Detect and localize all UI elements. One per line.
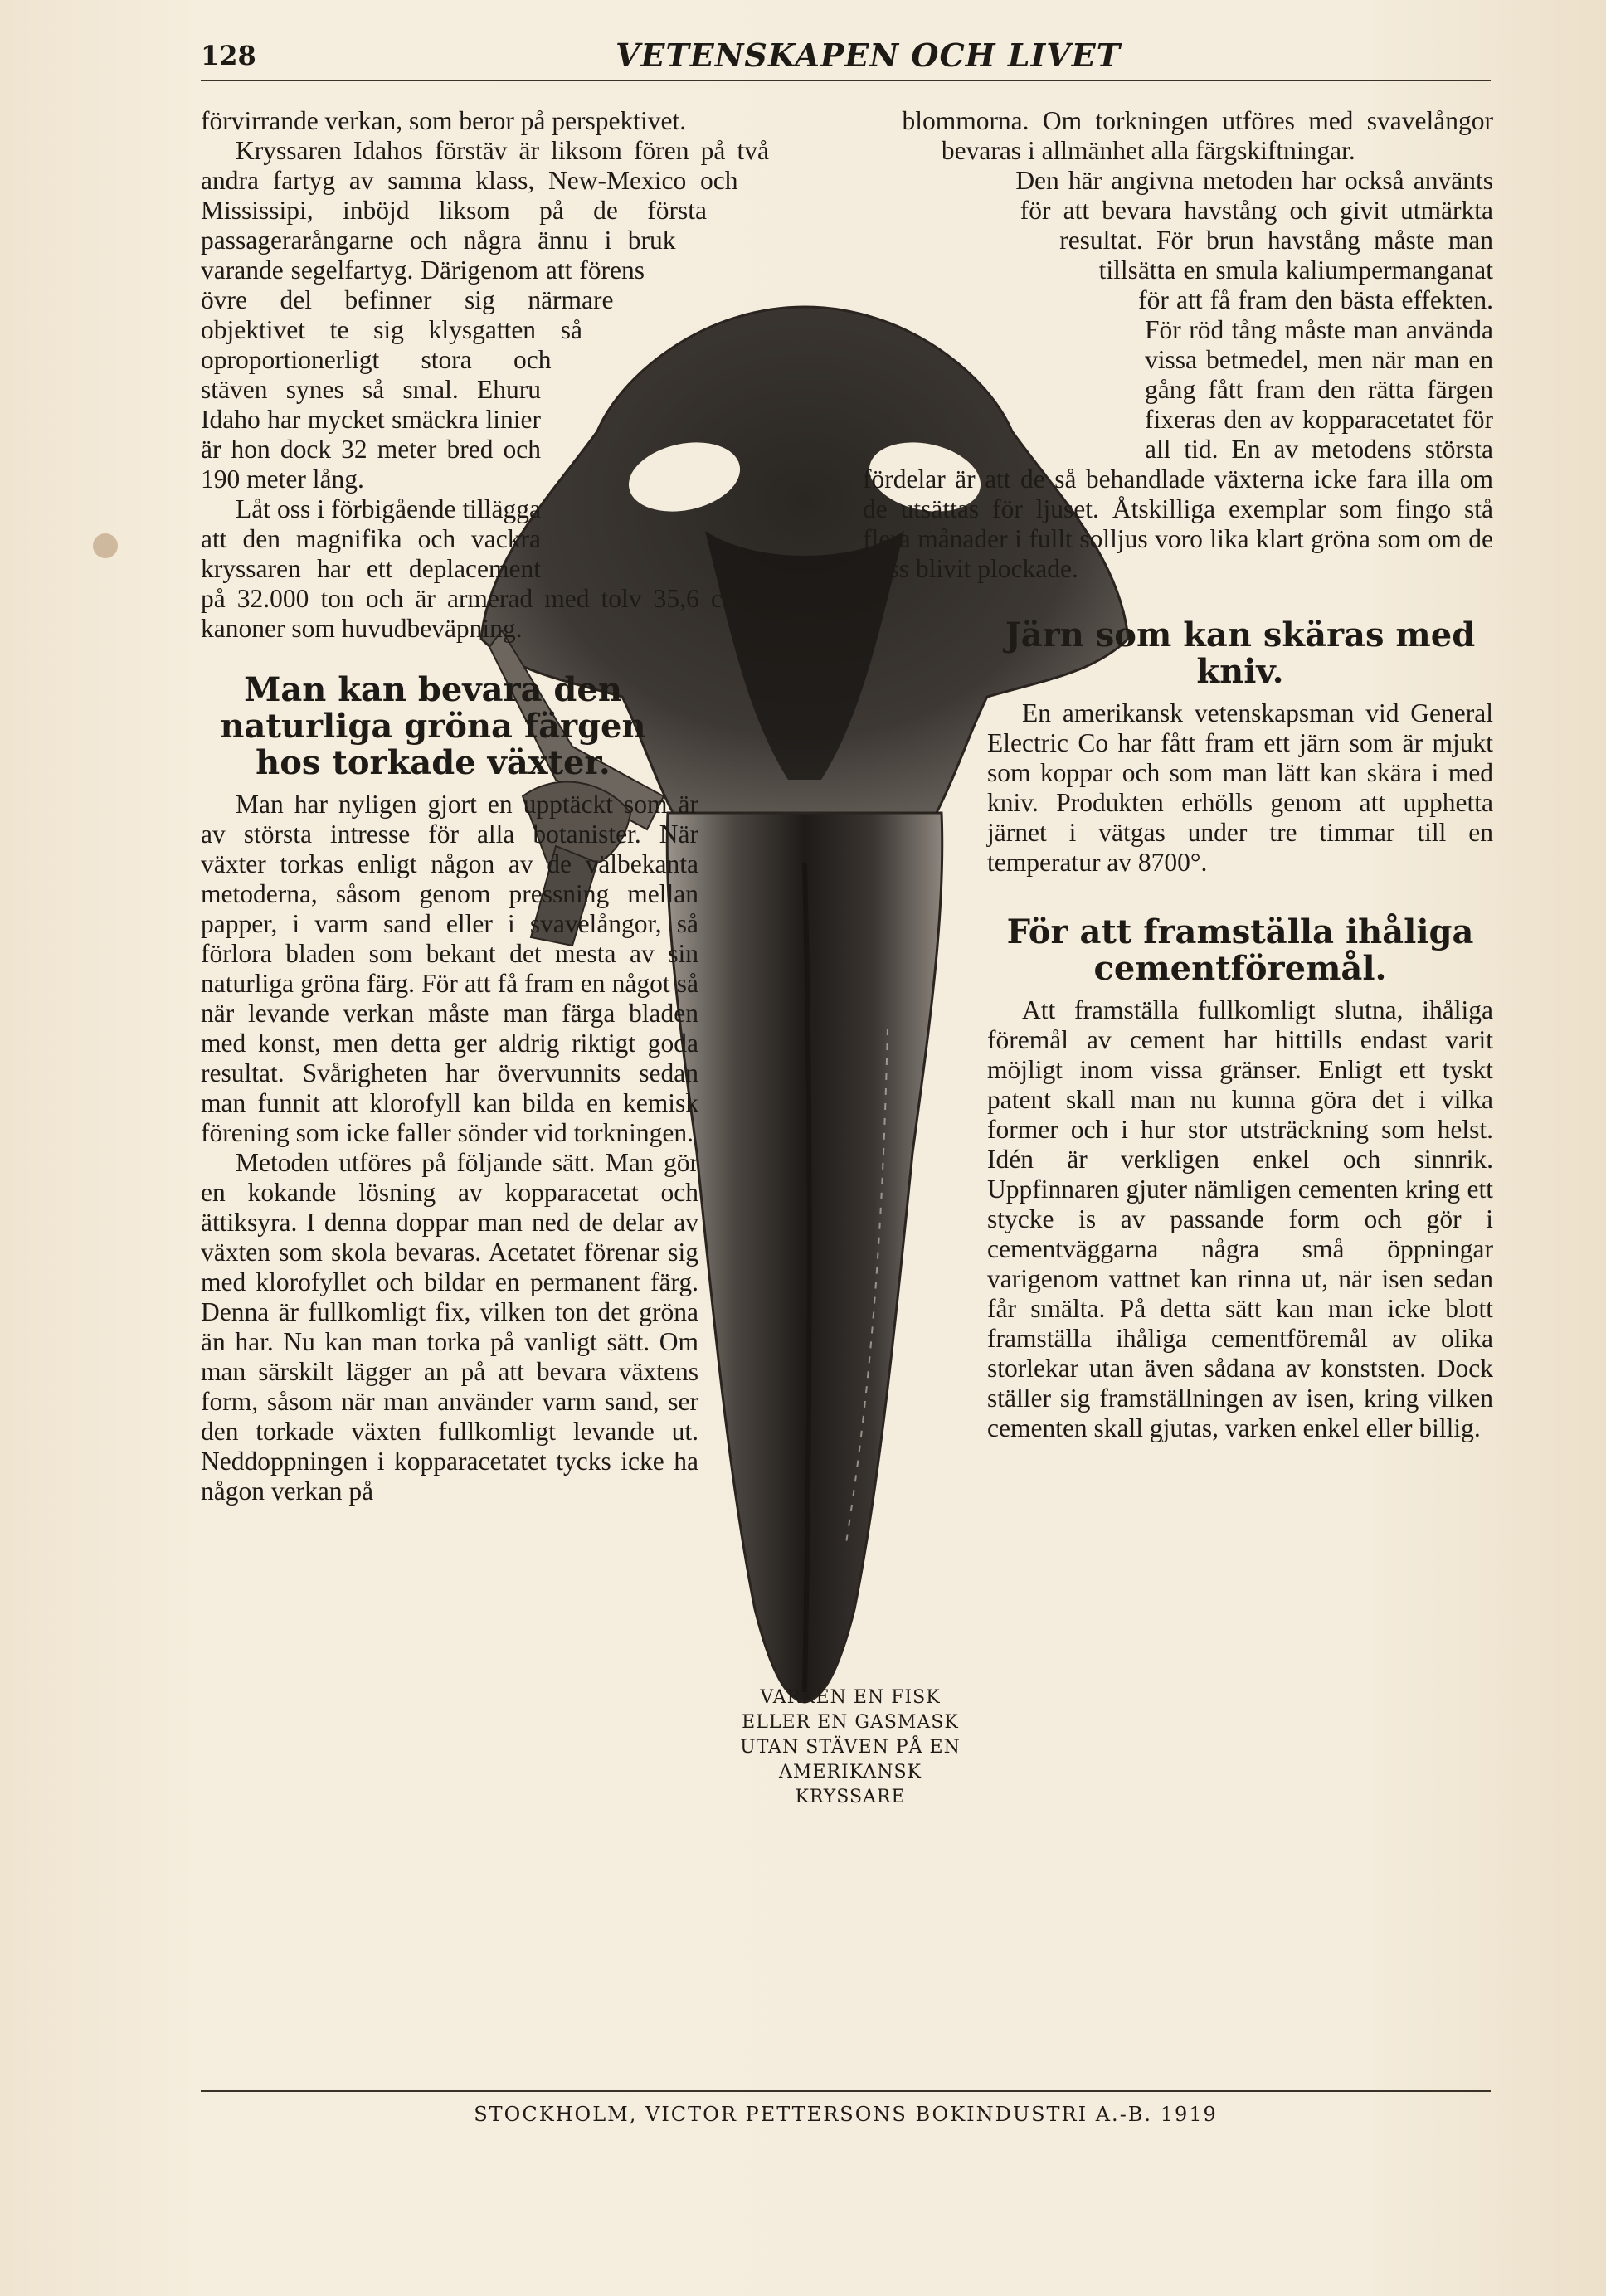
left-paragraph-5: Metoden utföres på följande sätt. Man gör en kokande lösning av kopparacetat och ättiksyra. I denna doppar man ned de delar av växten som skola bevaras. Acetatet förenar sig med klorofyllet och bildar en permanent färg. Denna är fullkomligt fix, vilken ton det gröna än har. Nu kan man torka på vanligt sätt. Om man särskilt lägger an på att bevara växtens form, såsom när man använder varm sand, ser den torkade växten fullkomligt levande ut. Neddoppningen i kopparacetatet tycks icke ha någon verkan på	[201, 1148, 698, 1506]
page-number: 128	[201, 40, 256, 71]
right-paragraph-4: Att framställa fullkomligt slutna, ihåliga föremål av cement har hittills endast varit möjligt inom vissa gränser. Enligt ett tyskt patent skall man nu kunna göra det i vilka former och i hur stor utsträckning som helst. Idén är verkligen enkel och sinnrik. Uppfinnaren gjuter nämligen cementen kring ett stycke is av passande form och gör i cementväggarna några små öppningar varigenom vattnet kan rinna ut, när isen sedan får smälta. På detta sätt kan man icke blott framställa ihåliga cementföremål av olika storlekar utan även sådana av konststen. Dock ställer sig framställningen av isen, kring vilken cementen skall gjutas, varken enkel eller billig.	[987, 995, 1493, 1442]
printer-imprint: STOCKHOLM, VICTOR PETTERSONS BOKINDUSTRI A.-B. 1919	[474, 2103, 1218, 2126]
right-paragraph-2: Den här angivna metoden har också använts för att bevara havstång och givit utmärkta resultat. För brun havstång måste man tillsätta en smula kaliumpermanganat för att få fram den bästa effekten. För röd tång måste man använda vissa betmedel, men när man en gång fått fram den rätta färgen fixeras den av kopparacetatet för all tid. En av metodens största fördelar är att de så behandlade växterna icke fara illa om de utsättas för ljuset. Åtskilliga exemplar som fingo stå flera månader i fullt solljus voro lika klart gröna som om de nyss blivit plockade.	[863, 166, 1493, 583]
header-rule	[201, 80, 1491, 81]
footer-rule	[201, 2090, 1491, 2092]
heading-soft-iron: Järn som kan skäras med kniv.	[1005, 615, 1476, 691]
left-paragraph-3: Låt oss i förbigående tillägga att den magnifika och vackra kryssaren har ett deplacement på 32.000 ton och är armerad med tolv 35,6 centimeters kanoner som huvudbeväpning.	[201, 494, 831, 643]
running-title: VETENSKAPEN OCH LIVET	[616, 36, 1122, 74]
left-paragraph-2: Kryssaren Idahos förstäv är liksom fören på två andra fartyg av samma klass, New-Mexico och Mississipi, inböjd liksom på de första passagerarångarne och några ännu i bruk varande segelfartyg. Därigenom att förens övre del befinner sig närmare objektivet te sig klysgatten så oproportionerligt stora och stäven synes så smal. Ehuru Idaho har mycket smäckra linier är hon dock 32 meter bred och 190 meter lång.	[201, 136, 769, 494]
left-paragraph-4: Man har nyligen gjort en upptäckt som är av största intresse för alla botanister. När växter torkas enligt någon av de välbekanta metoderna, såsom genom pressning mellan papper, i varm sand eller i svavelångor, så förlora bladen som bekant det mesta av sin naturliga gröna färg. För att få fram en något så när levande verkan måste man färga bladen med konst, men detta ger aldrig riktigt goda resultat. Svårigheten har övervunnits sedan man funnit att klorofyll kan bilda en kemisk förening som icke faller sönder vid torkningen.	[201, 790, 698, 1147]
left-paragraph-1: förvirrande verkan, som beror på perspektivet.	[201, 106, 687, 135]
heading-green-plants: Man kan bevara den naturliga gröna färgen hos torkade växter.	[220, 670, 646, 782]
left-text-wrap-spacer	[541, 297, 831, 571]
paper-stain	[93, 533, 118, 558]
photo-caption: VARKEN EN FISK ELLER EN GASMASK UTAN STÄVEN PÅ EN AMERIKANSK KRYSSARE	[740, 1687, 961, 1807]
heading-hollow-cement: För att framställa ihåliga cementföremål.	[1006, 912, 1474, 988]
right-paragraph-3: En amerikansk vetenskapsman vid General Electric Co har fått fram ett järn som är mjukt som koppar och som man lätt kan skära i med kniv. Produkten erhölls genom att upphetta järnet i vätgas under tre timmar till en temperatur av 8700°.	[987, 698, 1493, 877]
right-paragraph-1: blommorna. Om torkningen utföres med svavelångor bevaras i allmänhet alla färgskiftningar.	[902, 106, 1493, 165]
page-header	[201, 33, 1491, 85]
left-column	[201, 106, 831, 1506]
right-column	[863, 106, 1493, 1443]
